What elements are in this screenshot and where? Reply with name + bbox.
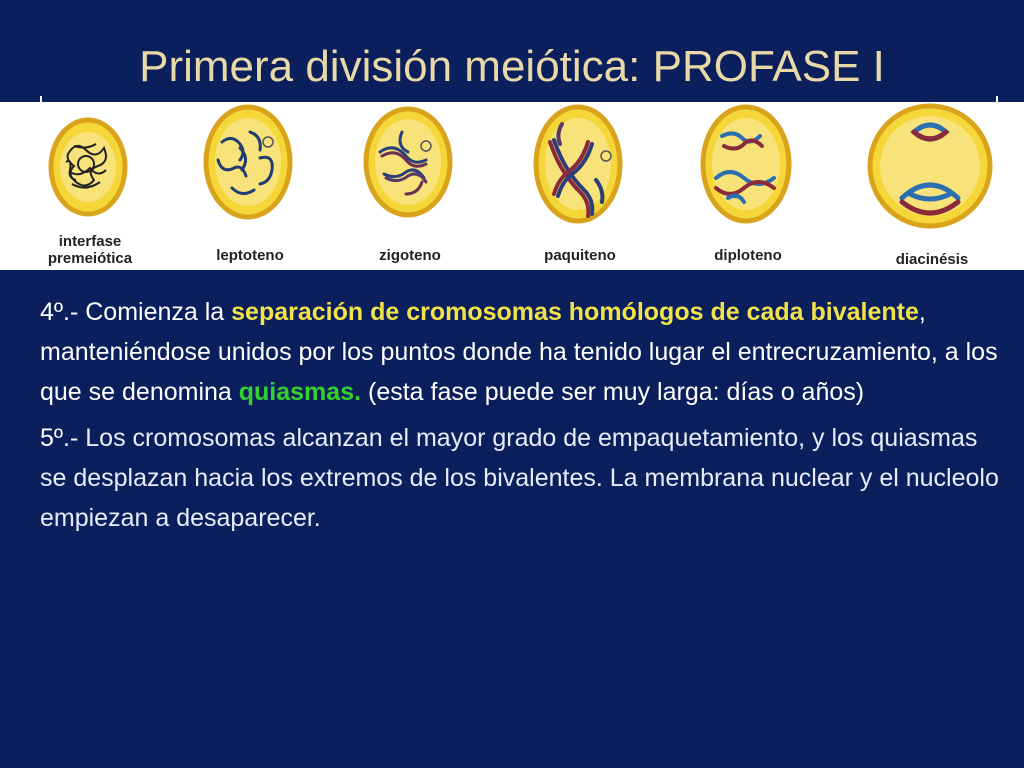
prophase-stages-illustration — [0, 102, 1024, 270]
stage-label: interfase — [58, 233, 122, 250]
paragraph-5 — [40, 418, 1000, 538]
stage-interfase-premeiotica — [10, 102, 170, 270]
stage-label: premeiótica — [47, 250, 133, 267]
paragraph-5-lead: 5º.- — [40, 424, 86, 452]
stage-label: diploteno — [714, 247, 782, 264]
stage-label: paquiteno — [544, 247, 616, 264]
stage-label: zigoteno — [379, 247, 441, 264]
stage-diploteno — [668, 102, 828, 270]
stage-label: diacinésis — [895, 251, 969, 268]
body-text — [40, 292, 1000, 544]
slide-title: Primera división meiótica: PROFASE I — [139, 42, 885, 91]
stage-leptoteno — [170, 102, 330, 270]
paragraph-5-body: Los cromosomas alcanzan el mayor grado de empaquetamiento, y los quiasmas se desplazan hacia los extremos de los bivalentes. La membrana nuclear y el nucleolo empiezan a desaparecer. — [40, 424, 999, 532]
stage-label: leptoteno — [216, 247, 284, 264]
stage-paquiteno — [500, 102, 660, 270]
paragraph-4-tail: (esta fase puede ser muy larga: días o años) — [361, 378, 865, 406]
highlight-separacion: separación de cromosomas homólogos de cada bivalente — [231, 298, 919, 326]
term-quiasmas: quiasmas. — [238, 378, 362, 406]
paragraph-4 — [40, 292, 1000, 412]
paragraph-4-lead: 4º.- Comienza la — [40, 298, 232, 326]
stage-diacinesis — [852, 102, 1012, 270]
stage-zigoteno — [330, 102, 490, 270]
paragraph-4-middle: , manteniéndose unidos por los puntos donde ha tenido lugar el entrecruzamiento, a los que se denomina — [40, 298, 998, 406]
